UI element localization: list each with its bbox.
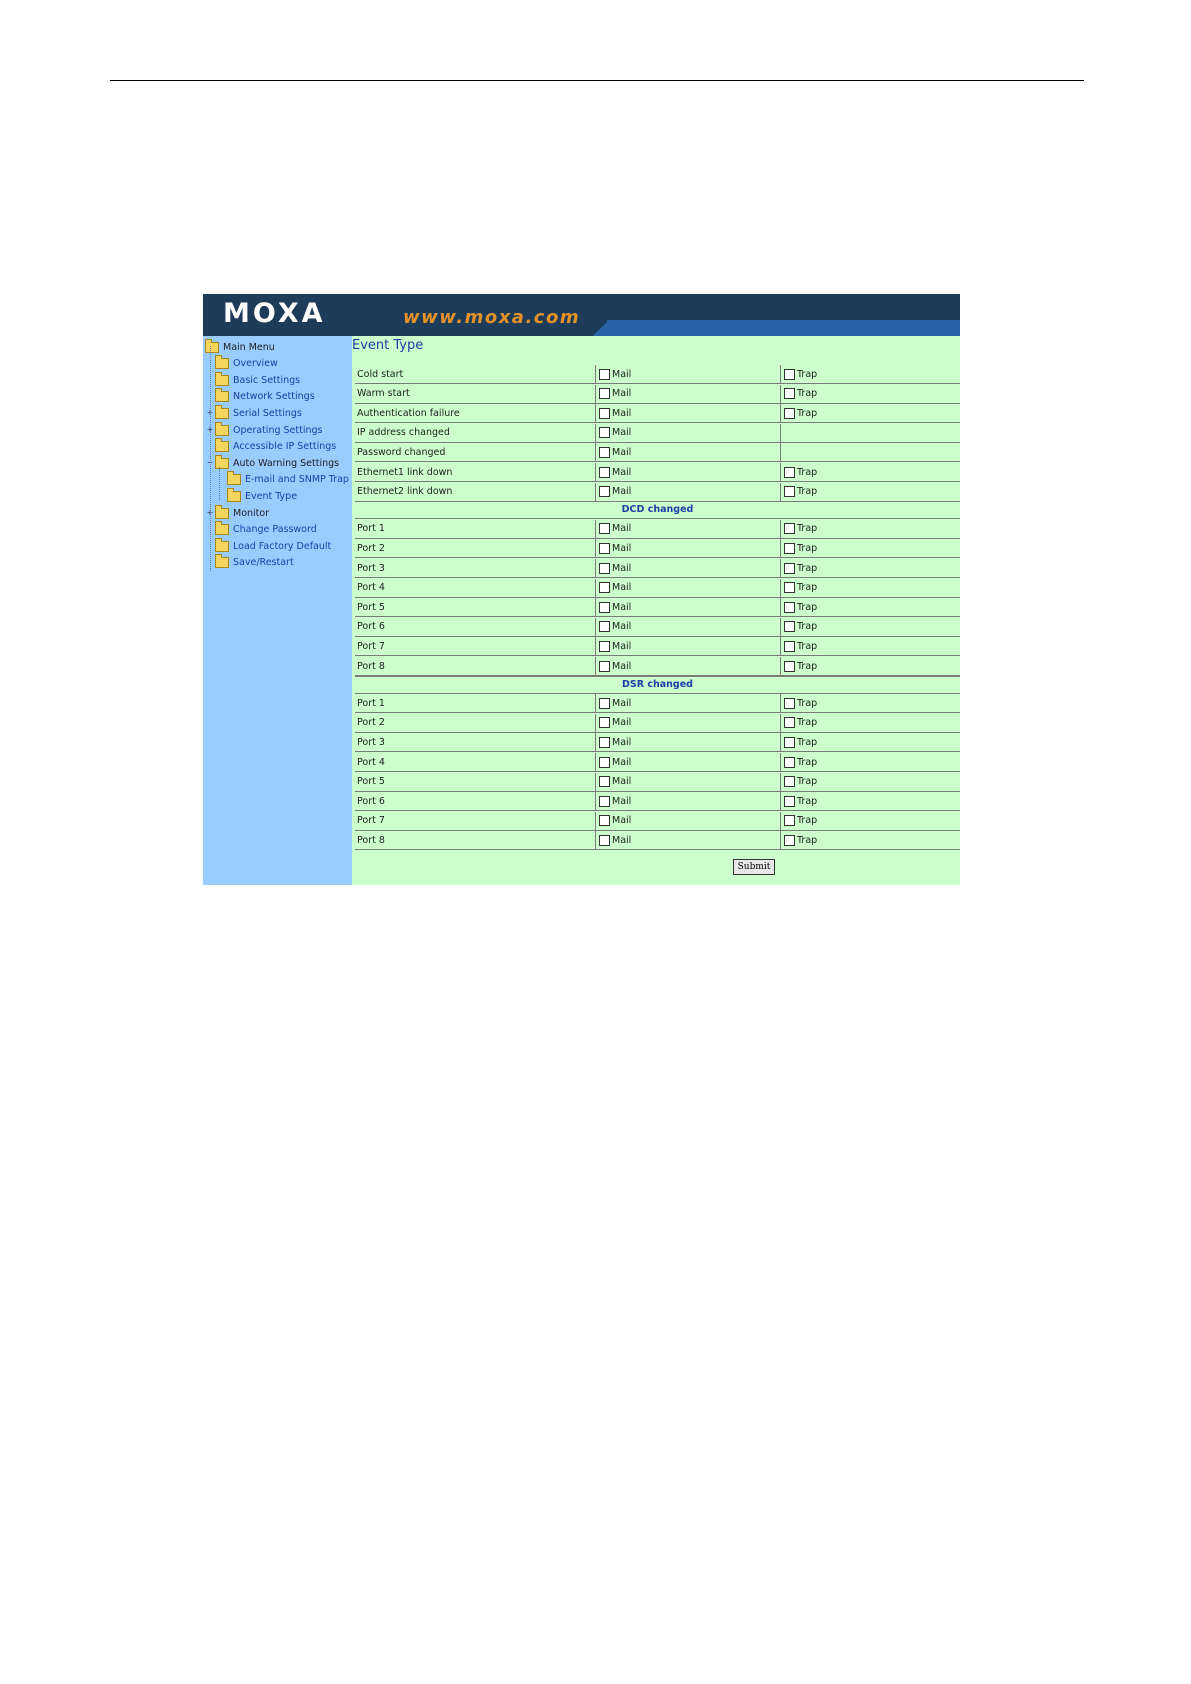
trap-cell [780,443,960,461]
event-name: Port 1 [357,523,385,535]
trap-checkbox[interactable] [784,815,795,826]
mail-cell [595,618,782,636]
event-row [355,483,960,502]
event-name: Warm start [357,388,410,400]
tree-connector [210,346,211,571]
mail-label: Mail [612,466,632,478]
sidebar-item-label: Overview [233,358,278,370]
sidebar-item[interactable] [205,339,275,355]
mail-label: Mail [612,427,632,439]
mail-label: Mail [612,660,632,672]
trap-label: Trap [797,756,818,768]
mail-label: Mail [612,736,632,748]
expand-icon[interactable]: + [206,508,214,517]
trap-label: Trap [797,660,818,672]
mail-label: Mail [612,776,632,788]
banner-strip [607,320,960,336]
trap-checkbox[interactable] [784,523,795,534]
mail-label: Mail [612,446,632,458]
trap-cell [780,773,960,791]
event-row [355,443,960,462]
mail-checkbox[interactable] [599,582,610,593]
mail-checkbox[interactable] [599,717,610,728]
folder-icon [215,408,229,419]
event-name: Port 2 [357,542,385,554]
mail-checkbox[interactable] [599,757,610,768]
trap-label: Trap [797,368,818,380]
trap-cell [780,579,960,597]
mail-checkbox[interactable] [599,661,610,672]
sidebar-item-label: Main Menu [223,341,275,353]
event-name: Port 2 [357,717,385,729]
trap-cell [780,657,960,675]
sidebar-item[interactable] [227,488,297,504]
sidebar-item[interactable] [227,472,349,488]
event-name: Port 5 [357,776,385,788]
event-name: Port 4 [357,756,385,768]
folder-icon [215,358,229,369]
mail-checkbox[interactable] [599,388,610,399]
submit-button[interactable]: Submit [733,859,775,875]
event-row [355,773,960,792]
mail-cell [595,443,782,461]
trap-label: Trap [797,717,818,729]
event-row [355,792,960,811]
mail-label: Mail [612,601,632,613]
trap-checkbox[interactable] [784,757,795,768]
trap-cell [780,559,960,577]
mail-cell [595,812,782,830]
event-row [355,579,960,598]
sidebar-item-label: Serial Settings [233,407,302,419]
document-top-rule [110,80,1084,81]
trap-checkbox[interactable] [784,717,795,728]
mail-cell [595,404,782,422]
mail-label: Mail [612,388,632,400]
mail-cell [595,773,782,791]
mail-cell [595,714,782,732]
sidebar-item[interactable] [215,522,317,538]
mail-label: Mail [612,407,632,419]
mail-cell [595,598,782,616]
event-name: Port 1 [357,697,385,709]
folder-icon [215,441,229,452]
sidebar-item-label: Event Type [245,490,298,502]
trap-label: Trap [797,795,818,807]
trap-checkbox[interactable] [784,486,795,497]
event-name: Port 8 [357,660,385,672]
mail-cell [595,463,782,481]
trap-checkbox[interactable] [784,835,795,846]
event-row [355,753,960,772]
mail-label: Mail [612,486,632,498]
event-row [355,598,960,617]
mail-label: Mail [612,621,632,633]
folder-open-icon [205,342,219,353]
event-row [355,559,960,578]
mail-label: Mail [612,717,632,729]
mail-checkbox[interactable] [599,427,610,438]
folder-icon [215,375,229,386]
sidebar-item[interactable] [215,555,294,571]
folder-icon [215,508,229,519]
sidebar-item[interactable] [206,455,339,471]
trap-label: Trap [797,582,818,594]
mail-cell [595,579,782,597]
trap-cell [780,831,960,849]
sidebar-item-label: Save/Restart [233,557,294,569]
event-name: Port 5 [357,601,385,613]
main-menu-sidebar [203,336,352,885]
trap-label: Trap [797,388,818,400]
event-name: Port 7 [357,640,385,652]
sidebar-item-label: Auto Warning Settings [233,457,340,469]
dsr-section-header: DSR changed [355,676,960,694]
mail-checkbox[interactable] [599,776,610,787]
trap-cell [780,365,960,383]
trap-cell [780,714,960,732]
sidebar-item[interactable] [206,505,269,521]
mail-cell [595,733,782,751]
mail-checkbox[interactable] [599,408,610,419]
folder-icon [227,491,241,502]
sidebar-item-label: Change Password [233,524,317,536]
page-title: Event Type [352,338,424,353]
trap-cell [780,733,960,751]
mail-checkbox[interactable] [599,621,610,632]
trap-cell [780,812,960,830]
trap-cell [780,463,960,481]
folder-icon [215,524,229,535]
trap-checkbox[interactable] [784,641,795,652]
trap-checkbox[interactable] [784,602,795,613]
header-banner [203,294,960,336]
event-name: Port 8 [357,834,385,846]
mail-checkbox[interactable] [599,602,610,613]
trap-cell [780,637,960,655]
trap-label: Trap [797,486,818,498]
mail-cell [595,483,782,501]
folder-icon [227,474,241,485]
event-name: Ethernet2 link down [357,486,453,498]
trap-label: Trap [797,834,818,846]
event-row [355,618,960,637]
event-name: Authentication failure [357,407,460,419]
moxa-url: www.moxa.com [403,307,581,328]
mail-checkbox[interactable] [599,641,610,652]
mail-cell [595,637,782,655]
trap-checkbox[interactable] [784,796,795,807]
event-name: Port 3 [357,736,385,748]
mail-cell [595,831,782,849]
mail-checkbox[interactable] [599,369,610,380]
sidebar-item[interactable] [215,538,331,554]
event-row [355,733,960,752]
trap-cell [780,792,960,810]
sidebar-item-label: Operating Settings [233,424,323,436]
sidebar-item[interactable] [206,405,302,421]
event-name: Port 7 [357,815,385,827]
tree-connector [219,467,220,500]
event-row [355,404,960,423]
mail-checkbox[interactable] [599,835,610,846]
sidebar-item-label: Basic Settings [233,374,301,386]
event-row [355,385,960,404]
trap-checkbox[interactable] [784,543,795,554]
sidebar-item-label: Monitor [233,507,270,519]
mail-label: Mail [612,368,632,380]
trap-cell [780,424,960,442]
trap-label: Trap [797,736,818,748]
trap-label: Trap [797,640,818,652]
sidebar-item-label: Network Settings [233,391,315,403]
mail-label: Mail [612,795,632,807]
event-type-panel [352,336,960,885]
event-name: IP address changed [357,427,450,439]
trap-checkbox[interactable] [784,582,795,593]
event-name: Port 3 [357,562,385,574]
sidebar-item-label: Load Factory Default [233,540,332,552]
trap-cell [780,404,960,422]
folder-icon [215,541,229,552]
moxa-logo: MOXA [223,298,326,329]
mail-cell [595,657,782,675]
event-name: Cold start [357,368,404,380]
trap-cell [780,539,960,557]
trap-checkbox[interactable] [784,621,795,632]
event-row [355,831,960,850]
trap-cell [780,385,960,403]
trap-cell [780,753,960,771]
trap-label: Trap [797,697,818,709]
dcd-section-header: DCD changed [355,501,960,519]
event-row [355,365,960,384]
mail-label: Mail [612,815,632,827]
trap-checkbox[interactable] [784,563,795,574]
mail-cell [595,424,782,442]
mail-cell [595,365,782,383]
event-row [355,714,960,733]
trap-label: Trap [797,601,818,613]
event-name: Port 4 [357,582,385,594]
trap-label: Trap [797,776,818,788]
mail-checkbox[interactable] [599,737,610,748]
mail-checkbox[interactable] [599,523,610,534]
mail-label: Mail [612,640,632,652]
moxa-web-console [203,294,960,885]
trap-label: Trap [797,407,818,419]
trap-checkbox[interactable] [784,661,795,672]
event-row [355,520,960,539]
mail-label: Mail [612,834,632,846]
folder-icon [215,391,229,402]
mail-label: Mail [612,523,632,535]
event-row [355,812,960,831]
trap-checkbox[interactable] [784,467,795,478]
sidebar-item[interactable] [215,372,300,388]
trap-checkbox[interactable] [784,698,795,709]
event-row [355,694,960,713]
event-name: Ethernet1 link down [357,466,453,478]
event-row [355,539,960,558]
mail-checkbox[interactable] [599,815,610,826]
mail-label: Mail [612,562,632,574]
event-row [355,463,960,482]
trap-cell [780,618,960,636]
expand-icon[interactable]: + [206,425,214,434]
event-row [355,657,960,676]
trap-label: Trap [797,621,818,633]
mail-label: Mail [612,542,632,554]
trap-checkbox[interactable] [784,369,795,380]
trap-cell [780,520,960,538]
mail-checkbox[interactable] [599,563,610,574]
mail-cell [595,792,782,810]
sidebar-item[interactable] [215,389,315,405]
mail-cell [595,559,782,577]
event-row [355,424,960,443]
event-name: Password changed [357,446,446,458]
event-name: Port 6 [357,621,385,633]
mail-checkbox[interactable] [599,698,610,709]
expand-icon[interactable]: + [206,408,214,418]
mail-checkbox[interactable] [599,543,610,554]
sidebar-item[interactable] [215,356,278,372]
mail-cell [595,753,782,771]
trap-checkbox[interactable] [784,776,795,787]
mail-cell [595,539,782,557]
mail-checkbox[interactable] [599,447,610,458]
sidebar-item[interactable] [206,422,322,438]
collapse-icon[interactable]: − [206,458,214,468]
mail-cell [595,694,782,712]
sidebar-item-label: Accessible IP Settings [233,441,337,453]
mail-checkbox[interactable] [599,796,610,807]
trap-checkbox[interactable] [784,737,795,748]
mail-checkbox[interactable] [599,486,610,497]
trap-label: Trap [797,562,818,574]
mail-cell [595,520,782,538]
sidebar-item[interactable] [215,439,336,455]
trap-label: Trap [797,815,818,827]
trap-checkbox[interactable] [784,388,795,399]
trap-cell [780,598,960,616]
mail-label: Mail [612,756,632,768]
mail-checkbox[interactable] [599,467,610,478]
trap-checkbox[interactable] [784,408,795,419]
folder-open-icon [215,458,229,469]
folder-icon [215,425,229,436]
trap-label: Trap [797,542,818,554]
trap-cell [780,483,960,501]
mail-label: Mail [612,697,632,709]
trap-cell [780,694,960,712]
event-name: Port 6 [357,795,385,807]
mail-cell [595,385,782,403]
sidebar-item-label: E-mail and SNMP Trap [245,474,349,486]
mail-label: Mail [612,582,632,594]
trap-label: Trap [797,523,818,535]
event-row [355,637,960,656]
trap-label: Trap [797,466,818,478]
folder-icon [215,557,229,568]
